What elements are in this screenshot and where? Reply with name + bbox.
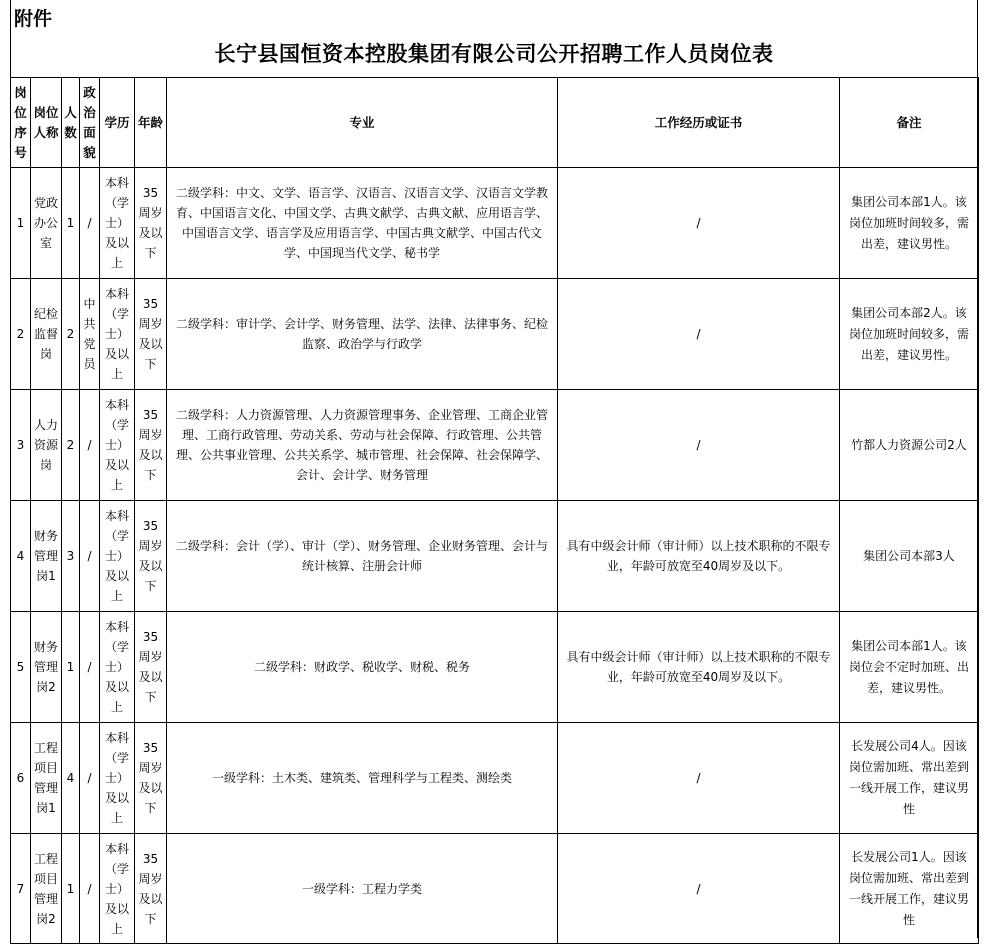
cell-no: 6 bbox=[11, 723, 31, 834]
cell-political: / bbox=[80, 612, 100, 723]
cell-count: 1 bbox=[62, 168, 80, 279]
cell-major: 二级学科：审计学、会计学、财务管理、法学、法律、法律事务、纪检监察、政治学与行政学 bbox=[167, 279, 558, 390]
col-header-no: 岗位序号 bbox=[11, 78, 31, 168]
col-header-edu: 学历 bbox=[100, 78, 135, 168]
cell-edu: 本科（学士）及以上 bbox=[100, 612, 135, 723]
cell-age: 35周岁及以下 bbox=[135, 279, 167, 390]
cell-note: 集团公司本部1人。该岗位加班时间较多，需出差，建议男性。 bbox=[840, 168, 979, 279]
cell-exp: / bbox=[558, 279, 840, 390]
cell-major: 二级学科：人力资源管理、人力资源管理事务、企业管理、工商企业管理、工商行政管理、劳动关系、劳动与社会保障、行政管理、公共管理、公共事业管理、公共关系学、城市管理、社会保障、社会保障学、会计、会计学、财务管理 bbox=[167, 390, 558, 501]
cell-note: 长发展公司1人。因该岗位需加班、常出差到一线开展工作，建议男性 bbox=[840, 834, 979, 944]
cell-major: 一级学科：土木类、建筑类、管理科学与工程类、测绘类 bbox=[167, 723, 558, 834]
table-row bbox=[11, 501, 979, 612]
col-header-political: 政治面貌 bbox=[80, 78, 100, 168]
cell-name: 人力资源岗 bbox=[31, 390, 62, 501]
cell-no: 2 bbox=[11, 279, 31, 390]
cell-age: 35周岁及以下 bbox=[135, 168, 167, 279]
cell-no: 5 bbox=[11, 612, 31, 723]
cell-count: 1 bbox=[62, 834, 80, 944]
cell-note: 长发展公司4人。因该岗位需加班、常出差到一线开展工作，建议男性 bbox=[840, 723, 979, 834]
cell-political: / bbox=[80, 501, 100, 612]
col-header-count: 人数 bbox=[62, 78, 80, 168]
cell-name: 工程项目管理岗2 bbox=[31, 834, 62, 944]
cell-name: 工程项目管理岗1 bbox=[31, 723, 62, 834]
cell-edu: 本科（学士）及以上 bbox=[100, 390, 135, 501]
table-row bbox=[11, 168, 979, 279]
cell-political: / bbox=[80, 168, 100, 279]
cell-major: 一级学科：工程力学类 bbox=[167, 834, 558, 944]
col-header-note: 备注 bbox=[840, 78, 979, 168]
cell-age: 35周岁及以下 bbox=[135, 723, 167, 834]
cell-exp: / bbox=[558, 723, 840, 834]
cell-exp: 具有中级会计师（审计师）以上技术职称的不限专业，年龄可放宽至40周岁及以下。 bbox=[558, 612, 840, 723]
positions-table bbox=[10, 77, 979, 944]
cell-no: 4 bbox=[11, 501, 31, 612]
col-header-name: 岗位人称 bbox=[31, 78, 62, 168]
cell-note: 集团公司本部3人 bbox=[840, 501, 979, 612]
cell-note: 集团公司本部1人。该岗位会不定时加班、出差，建议男性。 bbox=[840, 612, 979, 723]
cell-no: 7 bbox=[11, 834, 31, 944]
cell-name: 党政办公室 bbox=[31, 168, 62, 279]
cell-note: 竹都人力资源公司2人 bbox=[840, 390, 979, 501]
col-header-major: 专业 bbox=[167, 78, 558, 168]
table-row bbox=[11, 834, 979, 944]
table-row bbox=[11, 612, 979, 723]
cell-age: 35周岁及以下 bbox=[135, 612, 167, 723]
cell-name: 纪检监督岗 bbox=[31, 279, 62, 390]
cell-major: 二级学科：会计（学）、审计（学）、财务管理、企业财务管理、会计与统计核算、注册会计师 bbox=[167, 501, 558, 612]
table-row bbox=[11, 723, 979, 834]
table-header-row bbox=[11, 78, 979, 168]
cell-political: 中共党员 bbox=[80, 279, 100, 390]
cell-count: 3 bbox=[62, 501, 80, 612]
cell-age: 35周岁及以下 bbox=[135, 501, 167, 612]
table-row bbox=[11, 279, 979, 390]
cell-exp: / bbox=[558, 834, 840, 944]
cell-count: 2 bbox=[62, 390, 80, 501]
cell-political: / bbox=[80, 390, 100, 501]
cell-edu: 本科（学士）及以上 bbox=[100, 834, 135, 944]
cell-name: 财务管理岗2 bbox=[31, 612, 62, 723]
cell-political: / bbox=[80, 723, 100, 834]
cell-edu: 本科（学士）及以上 bbox=[100, 723, 135, 834]
col-header-age: 年龄 bbox=[135, 78, 167, 168]
attachment-label: 附件 bbox=[14, 8, 53, 30]
cell-political: / bbox=[80, 834, 100, 944]
cell-no: 3 bbox=[11, 390, 31, 501]
cell-edu: 本科（学士）及以上 bbox=[100, 168, 135, 279]
cell-age: 35周岁及以下 bbox=[135, 390, 167, 501]
cell-exp: / bbox=[558, 390, 840, 501]
cell-major: 二级学科：中文、文学、语言学、汉语言、汉语言文学、汉语言文学教育、中国语言文化、中国文学、古典文献学、古典文献、应用语言学、中国语言文学、语言学及应用语言学、中国古典文献学、中国古代文学、中国现当代文学、秘书学 bbox=[167, 168, 558, 279]
table-row bbox=[11, 390, 979, 501]
cell-name: 财务管理岗1 bbox=[31, 501, 62, 612]
cell-count: 4 bbox=[62, 723, 80, 834]
page-title: 长宁县国恒资本控股集团有限公司公开招聘工作人员岗位表 bbox=[214, 42, 774, 66]
cell-no: 1 bbox=[11, 168, 31, 279]
cell-count: 2 bbox=[62, 279, 80, 390]
cell-age: 35周岁及以下 bbox=[135, 834, 167, 944]
cell-edu: 本科（学士）及以上 bbox=[100, 279, 135, 390]
cell-exp: / bbox=[558, 168, 840, 279]
cell-edu: 本科（学士）及以上 bbox=[100, 501, 135, 612]
cell-count: 1 bbox=[62, 612, 80, 723]
col-header-exp: 工作经历或证书 bbox=[558, 78, 840, 168]
cell-exp: 具有中级会计师（审计师）以上技术职称的不限专业，年龄可放宽至40周岁及以下。 bbox=[558, 501, 840, 612]
cell-major: 二级学科：财政学、税收学、财税、税务 bbox=[167, 612, 558, 723]
cell-note: 集团公司本部2人。该岗位加班时间较多，需出差，建议男性。 bbox=[840, 279, 979, 390]
